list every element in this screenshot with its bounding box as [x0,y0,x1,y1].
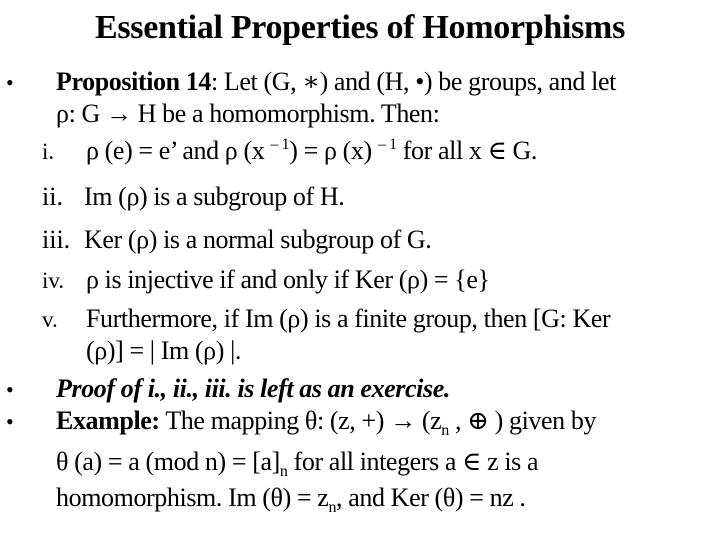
item-i-part-a: ρ (e) = e’ and ρ (x [86,136,271,165]
item-i-part-c: for all x ∈ G. [396,136,538,165]
item-iv-text: ρ is injective if and only if Ker (ρ) = {e} [86,265,490,294]
item-i-part-b: ) = ρ (x) [289,136,378,165]
example-line-2 [56,446,538,478]
item-i-text [86,135,537,167]
subscript: n [441,422,449,439]
bullet-marker: • [6,70,14,95]
example-text: The mapping θ: (z, +) → (z [159,406,442,435]
subscript: n [328,499,337,516]
item-iii-text: Ker (ρ) is a normal subgroup of G. [84,225,432,254]
subscript: n [279,463,288,480]
example-text: , and Ker (θ) = nz . [336,483,526,512]
example-text: for all integers a ∈ z is a [287,447,539,476]
example-text: homomorphism. Im (θ) = z [56,483,329,512]
proof-note [56,373,450,405]
example-line-3 [56,482,526,514]
example-label: Example: [56,406,160,435]
proposition-line-1 [56,66,616,98]
item-numeral: iv. [42,268,65,293]
proof-text: Proof of i., ii., iii. is left as an exercise. [56,374,450,403]
item-v-text-line-2: (ρ)] = | Im (ρ) |. [86,336,241,365]
example-text: , ⊕ ) given by [448,406,597,435]
item-numeral: i. [42,139,55,164]
example-line-1 [56,405,596,437]
slide-title: Essential Properties of Homorphisms [94,9,625,46]
item-ii-text: Im (ρ) is a subgroup of H. [84,182,345,211]
superscript: – 1 [377,136,397,153]
bullet-marker: • [6,377,14,402]
item-numeral: iii. [42,225,71,254]
item-numeral: ii. [42,182,63,211]
item-v-text-line-1: Furthermore, if Im (ρ) is a finite group, then [G: Ker [86,304,611,333]
proposition-line-2: ρ: G → H be a homomorphism. Then: [56,99,440,128]
proposition-text: : Let (G, ∗) and (H, •) be groups, and let [211,67,616,96]
proposition-label: Proposition 14 [56,67,211,96]
bullet-marker: • [6,409,14,434]
superscript: – 1 [270,136,290,153]
item-numeral: v. [42,307,58,332]
example-text: θ (a) = a (mod n) = [a] [56,447,280,476]
